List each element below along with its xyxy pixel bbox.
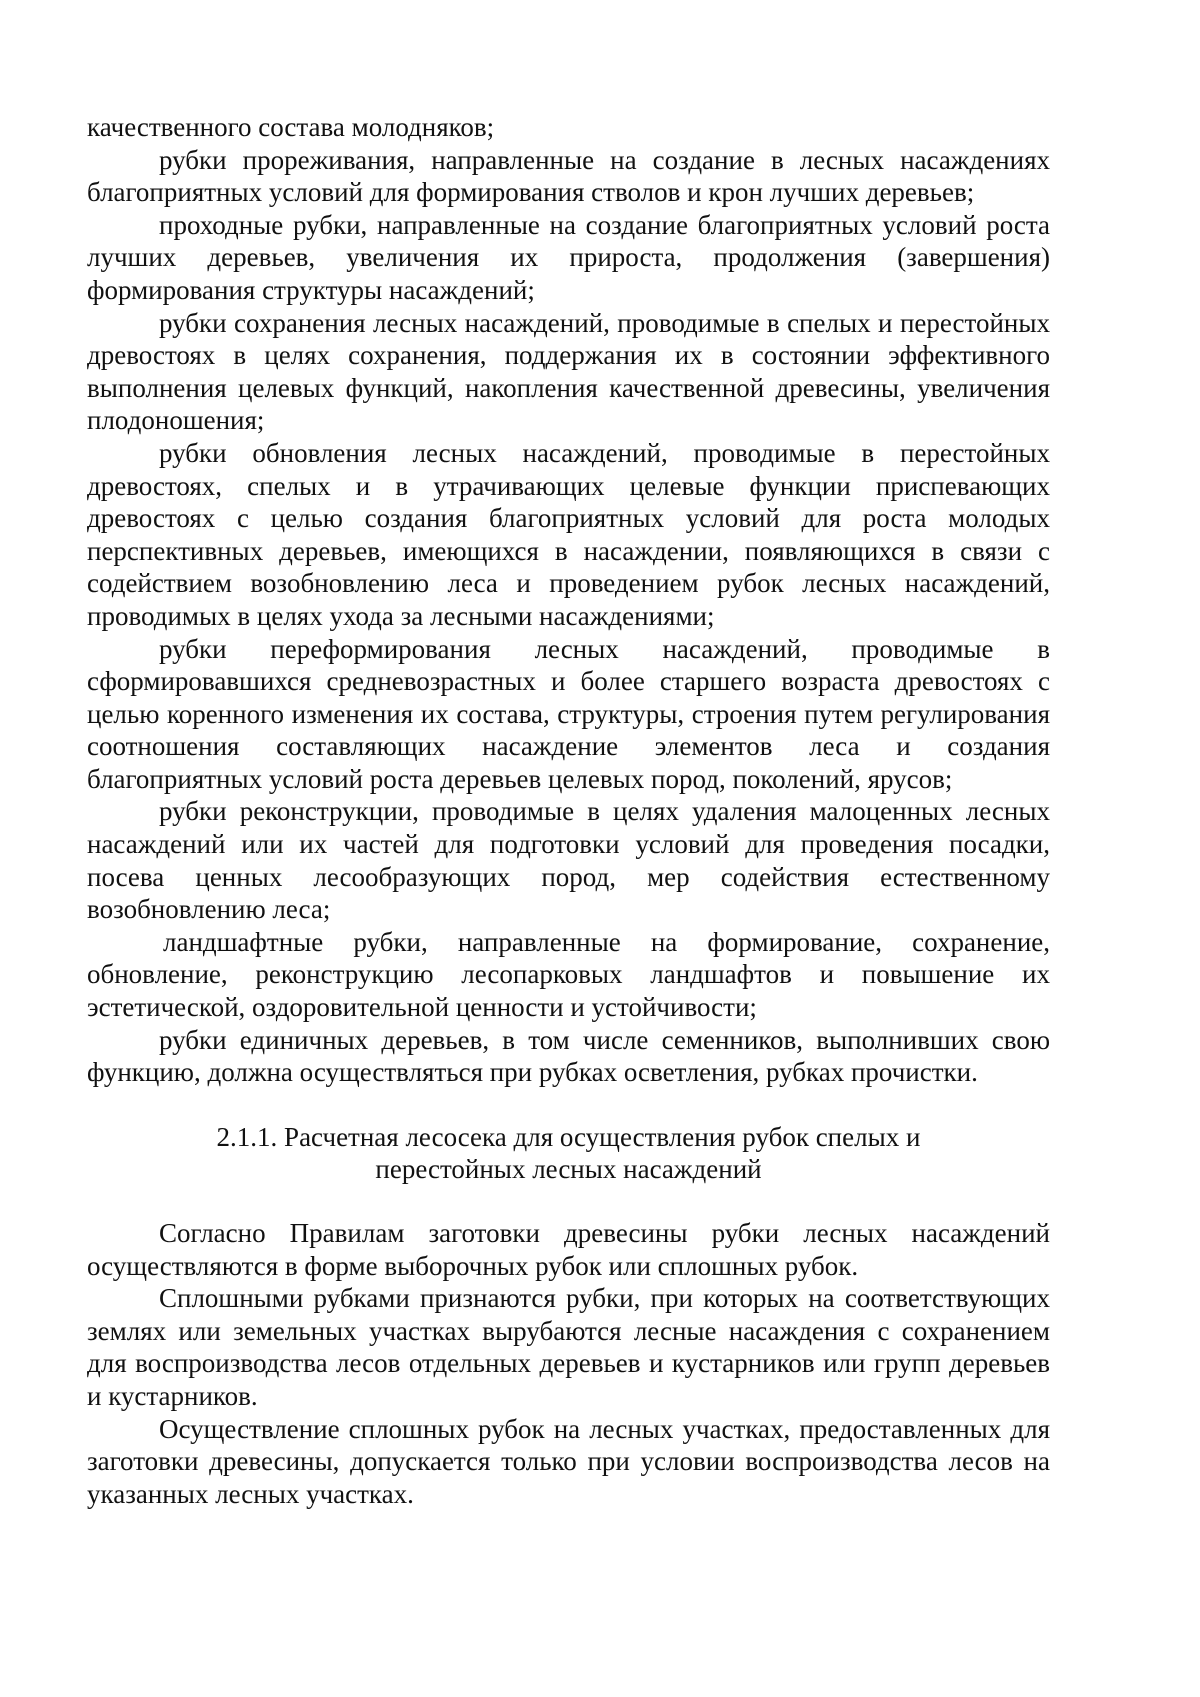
paragraph-continuation: качественного состава молодняков;: [87, 112, 495, 142]
paragraph-single-tree-cuts: рубки единичных деревьев, в том числе семенников, выполнивших свою функцию, должна осуществляться при рубках осветления, рубках прочистки.: [87, 1024, 1050, 1088]
paragraph-passing-cuts: проходные рубки, направленные на создание благоприятных условий роста лучших деревьев, увеличения их прироста, продолжения (завершения) формирования структуры насаждений;: [87, 209, 1050, 305]
paragraph-preservation-cuts: рубки сохранения лесных насаждений, проводимые в спелых и перестойных древостоях в целях сохранения, поддержания их в состоянии эффективного выполнения целевых функций, накопления качественной древесины, увеличения плодоношения;: [87, 307, 1050, 436]
section-heading-line-2: перестойных лесных насаждений: [375, 1154, 762, 1185]
section-heading-line-1: 2.1.1. Расчетная лесосека для осуществления рубок спелых и: [216, 1121, 921, 1152]
document-page: [87, 111, 1050, 1510]
paragraph-reconstruction-cuts: рубки реконструкции, проводимые в целях удаления малоценных лесных насаждений или их частей для подготовки условий для проведения посадки, посева ценных лесообразующих пород, мер содействия естественному возобновлению леса;: [87, 796, 1050, 925]
paragraph-harvesting-rules: Согласно Правилам заготовки древесины рубки лесных насаждений осуществляются в форме выборочных рубок или сплошных рубок.: [87, 1218, 1050, 1281]
paragraph-thinning-cuts: рубки прореживания, направленные на создание в лесных насаждениях благоприятных условий для формирования стволов и крон лучших деревьев;: [87, 144, 1050, 208]
paragraph-reformation-cuts: рубки переформирования лесных насаждений, проводимые в сформировавшихся средневозрастных и более старшего возраста древостоях с целью коренного изменения их состава, структуры, строения путем регулирования соотношения составляющих насаждение элементов леса и создания благоприятных условий роста деревьев целевых пород, поколений, ярусов;: [87, 633, 1050, 794]
section-heading: [87, 1121, 1050, 1186]
paragraph-renewal-cuts: рубки обновления лесных насаждений, проводимые в перестойных древостоях, спелых и в утрачивающих целевые функции приспевающих древостоях с целью создания благоприятных условий для роста молодых перспективных деревьев, имеющихся в насаждении, появляющихся в связи с содействием возобновлению леса и проведением рубок лесных насаждений, проводимых в целях ухода за лесными насаждениями;: [87, 437, 1050, 631]
paragraph-clear-cuts-definition: Сплошными рубками признаются рубки, при которых на соответствующих землях или земельных участках вырубаются лесные насаждения с сохранением для воспроизводства лесов отдельных деревьев и кустарников или групп деревьев и кустарников.: [87, 1283, 1050, 1411]
paragraph-clear-cuts-condition: Осуществление сплошных рубок на лесных участках, предоставленных для заготовки древесины, допускается только при условии воспроизводства лесов на указанных лесных участках.: [87, 1413, 1050, 1509]
paragraph-landscape-cuts: ландшафтные рубки, направленные на формирование, сохранение, обновление, реконструкцию лесопарковых ландшафтов и повышение их эстетической, оздоровительной ценности и устойчивости;: [87, 926, 1050, 1023]
